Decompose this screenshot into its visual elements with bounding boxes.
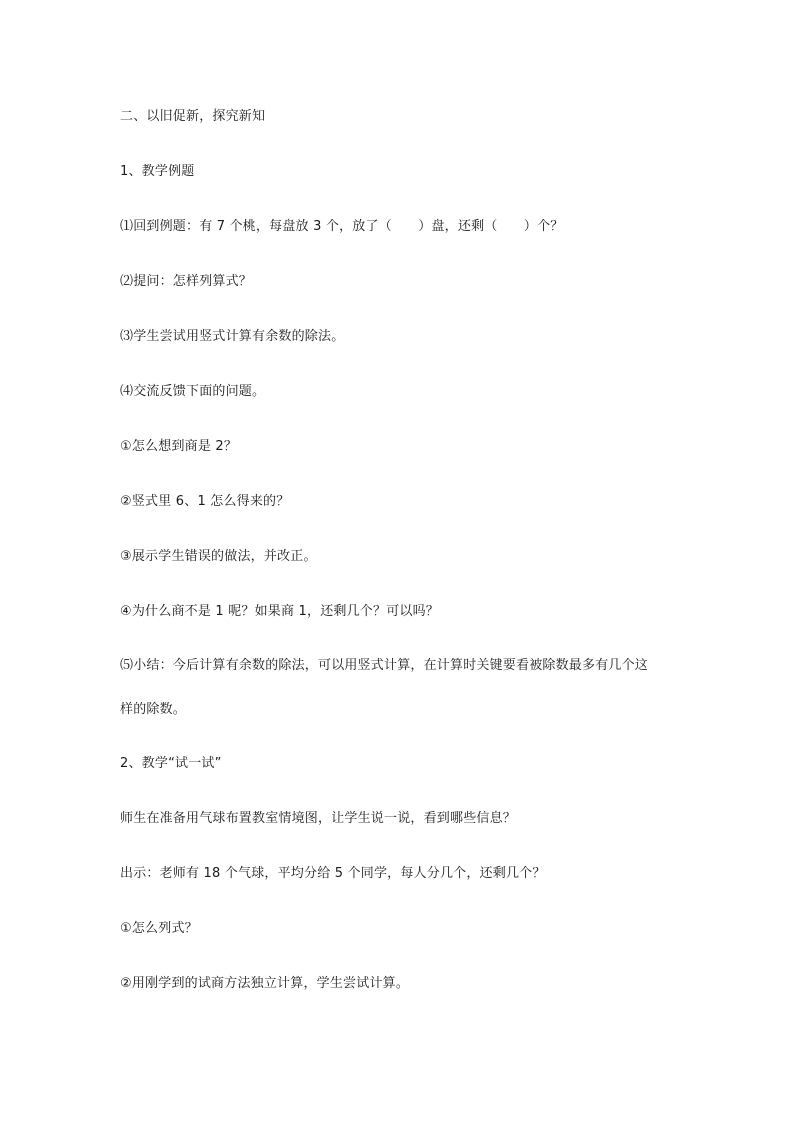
- paragraph-problem: 出示：老师有 18 个气球，平均分给 5 个同学，每人分几个，还剩几个？: [120, 866, 546, 881]
- list-item-5: ①怎么列式？: [120, 921, 198, 936]
- list-item-1: ①怎么想到商是 2？: [120, 439, 238, 454]
- paragraph-example: ⑴回到例题：有 7 个桃，每盘放 3 个，放了（ ）盘，还剩（ ）个？: [120, 219, 564, 234]
- subsection-heading-1: 1、教学例题: [120, 164, 195, 179]
- list-item-6: ②用刚学到的试商方法独立计算，学生尝试计算。: [120, 976, 410, 991]
- paragraph-summary-cont: 样的除数。: [120, 702, 187, 717]
- subsection-heading-2: 2、教学“试一试”: [120, 756, 222, 771]
- paragraph-summary: ⑸小结：今后计算有余数的除法，可以用竖式计算，在计算时关键要看被除数最多有几个这: [120, 658, 649, 673]
- list-item-4: ④为什么商不是 1 呢？如果商 1，还剩几个？可以吗？: [120, 604, 439, 619]
- paragraph-scene: 师生在准备用气球布置教室情境图，让学生说一说，看到哪些信息？: [120, 811, 517, 826]
- paragraph-question: ⑵提问：怎样列算式？: [120, 274, 253, 289]
- list-item-2: ②竖式里 6、1 怎么得来的？: [120, 494, 290, 509]
- section-heading: 二、以旧促新，探究新知: [120, 109, 266, 124]
- paragraph-feedback: ⑷交流反馈下面的问题。: [120, 384, 266, 399]
- list-item-3: ③展示学生错误的做法，并改正。: [120, 549, 317, 564]
- paragraph-attempt: ⑶学生尝试用竖式计算有余数的除法。: [120, 329, 345, 344]
